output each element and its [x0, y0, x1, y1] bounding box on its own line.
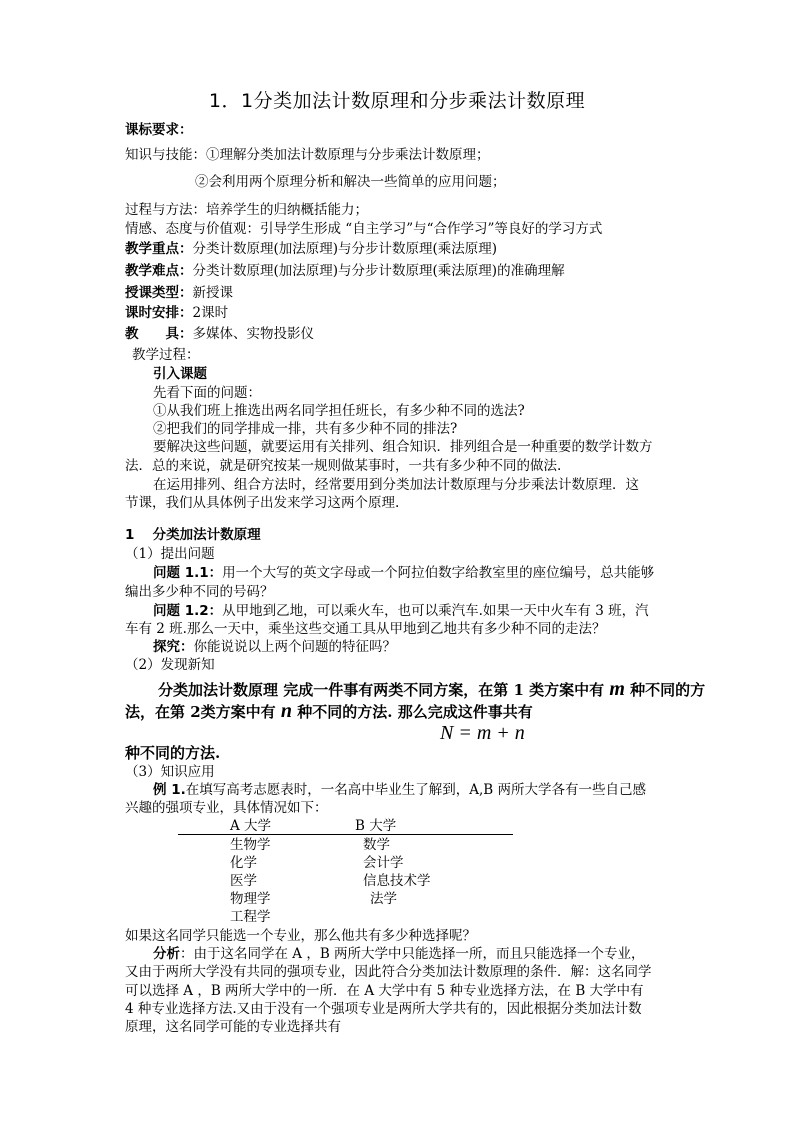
emotion-line: 情感、态度与价值观：引导学生形成 “自主学习”与“合作学习”等良好的学习方式 [125, 221, 603, 237]
teaching-process-heading: 教学过程： [132, 347, 200, 363]
lesson-hours-label: 课时安排： [125, 305, 193, 321]
teaching-difficulty-line [125, 262, 565, 280]
page-title: 1．1分类加法计数原理和分步乘法计数原理 [208, 90, 586, 112]
variable-n: n [280, 700, 293, 722]
teaching-tools-label: 教 具： [125, 326, 193, 342]
section1-heading: 1 分类加法计数原理 [125, 527, 261, 543]
knowledge-line: 知识与技能：①理解分类加法计数原理与分步乘法计数原理； [125, 147, 490, 163]
question-1-2-line [153, 602, 649, 620]
lesson-hours-line [125, 304, 228, 322]
lesson-type-line [125, 284, 233, 302]
analysis-line-4: 4 种专业选择方法.又由于没有一个强项专业是两所大学共有的，因此根据分类加法计数 [125, 1001, 642, 1017]
teaching-tools-line [125, 325, 314, 343]
table-cell-a: 化学 [230, 855, 257, 871]
explore-text: 你能说说以上两个问题的特征吗？ [193, 639, 396, 655]
teaching-key-line [125, 240, 497, 258]
table-cell-a: 生物学 [230, 837, 271, 853]
intro-line-1: 先看下面的问题： [153, 385, 261, 401]
lesson-type-label: 授课类型： [125, 285, 193, 301]
table-header-b: B 大学 [355, 818, 397, 834]
principle-name: 分类加法计数原理 [158, 681, 279, 699]
table-cell-b: 信息技术学 [363, 873, 431, 889]
formula-n-equals-m-plus-n: N = m + n [440, 722, 525, 744]
example-question: 如果这名同学只能选一个专业，那么他共有多少种选择呢？ [125, 928, 476, 944]
table-cell-b: 会计学 [363, 855, 404, 871]
question-1-1-line [153, 564, 654, 582]
analysis-line-3: 可以选择 A ，B 两所大学中的一所．在 A 大学中有 5 种专业选择方法，在 B 大学中有 [125, 983, 644, 999]
intro-line-2: ①从我们班上推选出两名同学担任班长，有多少种不同的选法? [153, 403, 525, 419]
teaching-difficulty-text: 分类计数原理(加法原理)与分步计数原理(乘法原理)的准确理解 [192, 263, 565, 279]
table-cell-a: 工程学 [230, 909, 271, 925]
explore-line [153, 638, 396, 656]
question-1-2-label: 问题 1.2： [153, 603, 223, 619]
sub-heading-apply: （3）知识应用 [125, 764, 215, 780]
example-1-label: 例 1. [153, 782, 186, 798]
intro-line-7: 节课，我们从具体例子出发来学习这两个原理. [125, 495, 400, 511]
example-1-line [153, 781, 646, 799]
question-1-2-line-2: 车有 2 班.那么一天中，乘坐这些交通工具从甲地到乙地共有多少种不同的走法？ [125, 621, 606, 637]
curriculum-heading: 课标要求： [125, 122, 193, 138]
explore-label: 探究： [153, 639, 194, 655]
teaching-key-label: 教学重点： [125, 241, 193, 257]
table-cell-a: 医学 [230, 873, 257, 889]
intro-line-4: 要解决这些问题，就要运用有关排列、组合知识．排列组合是一种重要的数学计数方 [153, 439, 653, 455]
question-1-1-line-2: 编出多少种不同的号码？ [125, 584, 274, 600]
question-1-1-text: 用一个大写的英文字母或一个阿拉伯数字给教室里的座位编号，总共能够 [222, 565, 655, 581]
lesson-hours-text: 2课时 [192, 305, 229, 321]
table-cell-b: 法学 [370, 891, 397, 907]
analysis-text-1: ：由于这名同学在 A ，B 两所大学中只能选择一所，而且只能选择一个专业， [180, 946, 645, 962]
table-cell-b: 数学 [363, 837, 390, 853]
analysis-line-5: 原理，这名同学可能的专业选择共有 [125, 1019, 341, 1035]
analysis-line-2: 又由于两所大学没有共同的强项专业，因此符合分类加法计数原理的条件．解：这名同学 [125, 964, 652, 980]
lesson-type-text: 新授课 [192, 285, 233, 301]
table-header-rule [178, 834, 513, 835]
principle-line-3: 种不同的方法. [125, 744, 221, 762]
sub-heading-discover: （2）发现新知 [125, 657, 215, 673]
analysis-label: 分析 [153, 946, 180, 962]
example-1-line-2: 兴趣的强项专业，具体情况如下： [125, 800, 328, 816]
example-1-text: 在填写高考志愿表时，一名高中毕业生了解到，A,B 两所大学各有一些自己感 [185, 782, 646, 798]
intro-line-5: 法．总的来说，就是研究按某一规则做某事时，一共有多少种不同的做法. [125, 458, 562, 474]
knowledge-line-2: ②会利用两个原理分析和解决一些简单的应用问题； [195, 174, 506, 190]
teaching-tools-text: 多媒体、实物投影仪 [192, 326, 314, 342]
principle-text-2: 种不同的方 [630, 681, 706, 699]
variable-m: m [609, 678, 625, 700]
sub-heading-raise-question: （1）提出问题 [125, 546, 215, 562]
teaching-difficulty-label: 教学难点： [125, 263, 193, 279]
analysis-line-1 [153, 945, 645, 963]
principle-text-3: 法，在第 2类方案中有 [125, 703, 276, 721]
intro-line-6: 在运用排列、组合方法时，经常要用到分类加法计数原理与分步乘法计数原理．这 [153, 477, 639, 493]
intro-line-3: ②把我们的同学排成一排，共有多少种不同的排法? [153, 421, 458, 437]
principle-line-1 [158, 680, 705, 699]
intro-heading: 引入课题 [153, 366, 207, 382]
principle-line-2 [125, 702, 533, 721]
table-header-a: A 大学 [230, 818, 272, 834]
question-1-1-label: 问题 1.1： [153, 565, 223, 581]
teaching-key-text: 分类计数原理(加法原理)与分步计数原理(乘法原理) [192, 241, 498, 257]
table-cell-a: 物理学 [230, 891, 271, 907]
principle-text-1: 完成一件事有两类不同方案，在第 1 类方案中有 [283, 681, 605, 699]
question-1-2-text: 从甲地到乙地，可以乘火车，也可以乘汽车.如果一天中火车有 3 班，汽 [222, 603, 649, 619]
process-method-line: 过程与方法：培养学生的归纳概括能力； [125, 202, 368, 218]
principle-text-4: 种不同的方法. 那么完成这件事共有 [297, 703, 533, 721]
